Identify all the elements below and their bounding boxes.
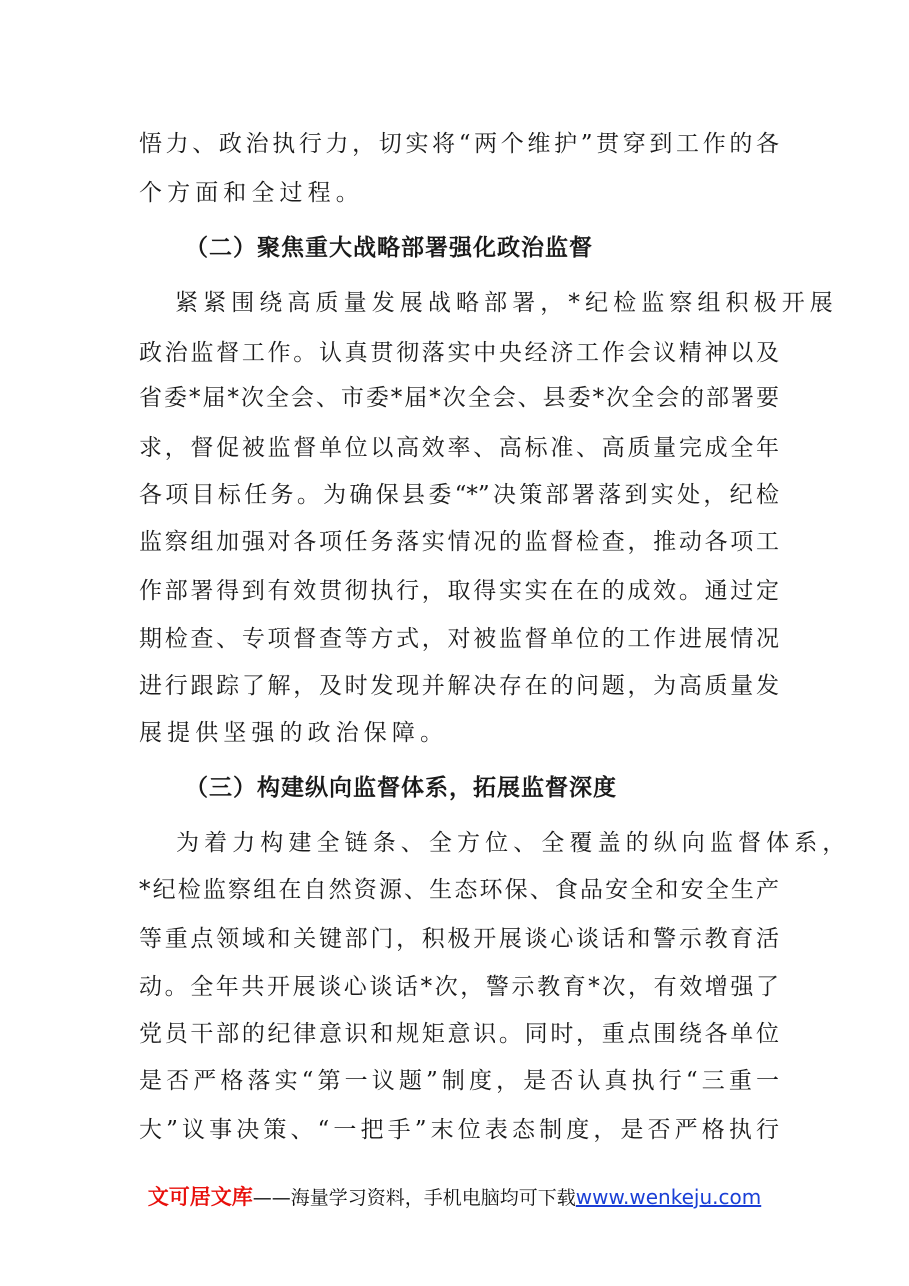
paragraph-line: 监察组加强对各项任务落实情况的监督检查，推动各项工 xyxy=(139,529,779,555)
paragraph-line: 求，督促被监督单位以高效率、高标准、高质量完成全年 xyxy=(139,435,779,461)
paragraph-line: 作部署得到有效贯彻执行，取得实实在在的成效。通过定 xyxy=(139,578,779,604)
paragraph-line: 悟力、政治执行力，切实将“两个维护”贯穿到工作的各 xyxy=(139,131,779,157)
paragraph-line: 大”议事决策、“一把手”末位表态制度，是否严格执行 xyxy=(139,1117,779,1143)
paragraph-line: 展提供坚强的政治保障。 xyxy=(139,720,449,746)
paragraph-line: 省委*届*次全会、市委*届*次全会、县委*次全会的部署要 xyxy=(139,385,779,411)
paragraph-line: 动。全年共开展谈心谈话*次，警示教育*次，有效增强了 xyxy=(139,974,779,1000)
paragraph-line: 等重点领域和关键部门，积极开展谈心谈话和警示教育活 xyxy=(139,926,779,952)
paragraph-line: 个方面和全过程。 xyxy=(139,180,364,206)
paragraph-line: 为着力构建全链条、全方位、全覆盖的纵向监督体系， xyxy=(176,830,851,856)
paragraph-line: 各项目标任务。为确保县委“*”决策部署落到实处，纪检 xyxy=(139,482,779,508)
paragraph-line: 是否严格落实“第一议题”制度，是否认真执行“三重一 xyxy=(139,1068,779,1094)
paragraph-line: 紧紧围绕高质量发展战略部署，*纪检监察组积极开展 xyxy=(175,290,838,316)
paragraph-line: *纪检监察组在自然资源、生态环保、食品安全和安全生产 xyxy=(139,877,779,903)
section-heading: （三）构建纵向监督体系，拓展监督深度 xyxy=(185,774,617,801)
paragraph-line: 期检查、专项督查等方式，对被监督单位的工作进展情况 xyxy=(139,626,779,652)
paragraph-line: 进行跟踪了解，及时发现并解决存在的问题，为高质量发 xyxy=(139,673,779,699)
paragraph-line: 党员干部的纪律意识和规矩意识。同时，重点围绕各单位 xyxy=(139,1021,779,1047)
paragraph-line: 政治监督工作。认真贯彻落实中央经济工作会议精神以及 xyxy=(139,340,779,366)
footer-banner xyxy=(0,1183,909,1212)
footer-brand: 文可居文库 xyxy=(147,1185,253,1209)
footer-tagline: ——海量学习资料，手机电脑均可下载 xyxy=(252,1187,576,1209)
section-heading: （二）聚焦重大战略部署强化政治监督 xyxy=(185,234,593,261)
footer-website-link[interactable]: www.wenkeju.com xyxy=(575,1185,762,1209)
